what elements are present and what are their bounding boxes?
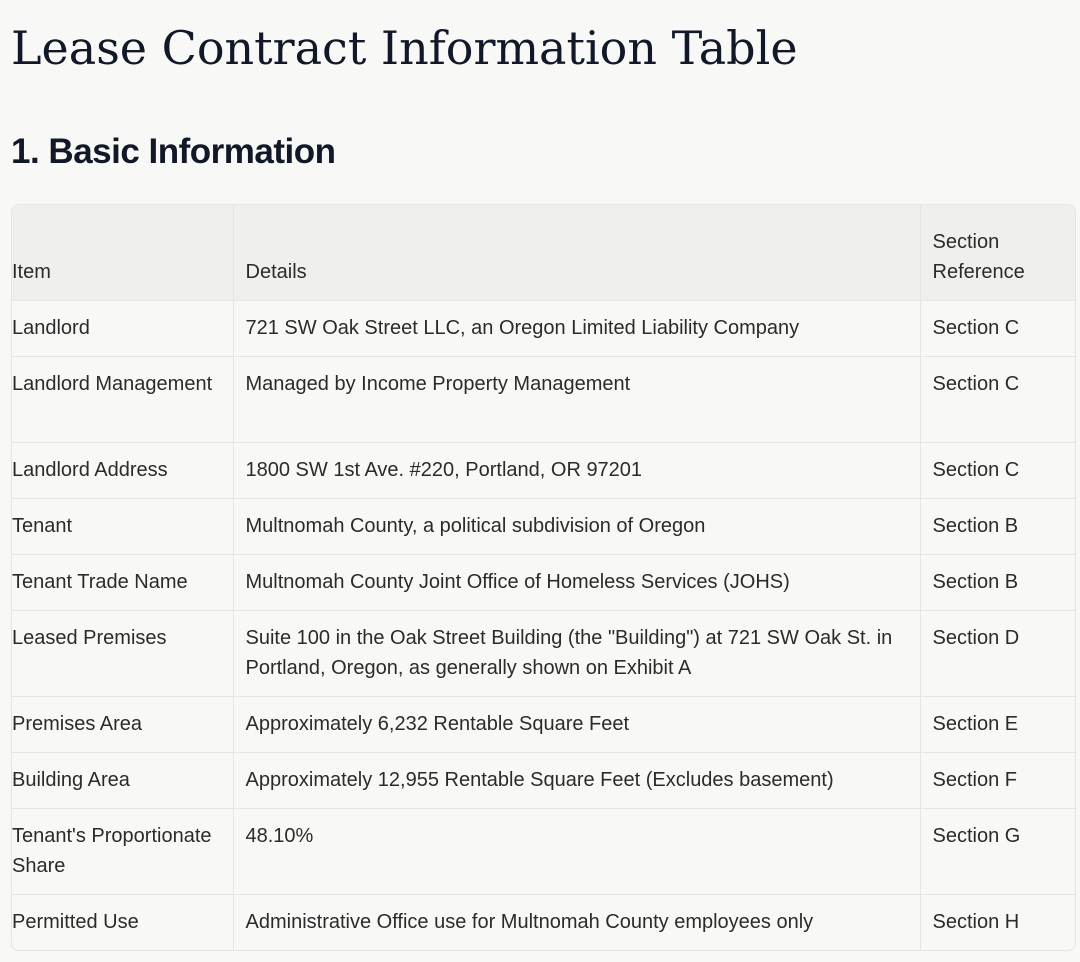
section-heading-basic-information: 1. Basic Information: [11, 132, 336, 171]
table-header: [12, 205, 1075, 300]
cell-section-reference: Section G: [920, 808, 1075, 894]
cell-section-reference: Section F: [920, 752, 1075, 808]
lease-info-table-container: [11, 204, 1076, 951]
table-row: [12, 752, 1075, 808]
cell-item: Landlord: [12, 300, 233, 356]
cell-item: Tenant: [12, 498, 233, 554]
column-header-item: Item: [12, 205, 233, 300]
cell-details: 721 SW Oak Street LLC, an Oregon Limited Liability Company: [233, 300, 920, 356]
column-header-section-reference-line2: Reference: [932, 260, 1025, 283]
cell-item: Landlord Address: [12, 442, 233, 498]
cell-item: Premises Area: [12, 696, 233, 752]
cell-details: Suite 100 in the Oak Street Building (the "Building") at 721 SW Oak St. in Portland, Oregon, as generally shown on Exhibit A: [233, 610, 920, 696]
cell-section-reference: Section C: [920, 300, 1075, 356]
table-row: [12, 300, 1075, 356]
table-row: [12, 498, 1075, 554]
cell-section-reference: Section D: [920, 610, 1075, 696]
cell-details: Multnomah County, a political subdivision of Oregon: [233, 498, 920, 554]
table-row: [12, 696, 1075, 752]
column-header-section-reference-line1: Section: [932, 230, 1000, 253]
cell-details: Multnomah County Joint Office of Homeless Services (JOHS): [233, 554, 920, 610]
cell-section-reference: Section C: [920, 442, 1075, 498]
page-title: Lease Contract Information Table: [11, 21, 798, 75]
cell-item: Leased Premises: [12, 610, 233, 696]
cell-details: 1800 SW 1st Ave. #220, Portland, OR 97201: [233, 442, 920, 498]
table-row: [12, 554, 1075, 610]
column-header-details: Details: [233, 205, 920, 300]
cell-item: Tenant Trade Name: [12, 554, 233, 610]
cell-item: Tenant's Proportionate Share: [12, 808, 233, 894]
cell-section-reference: Section B: [920, 554, 1075, 610]
table-row: [12, 808, 1075, 894]
cell-details: Managed by Income Property Management: [233, 356, 920, 442]
table-row: [12, 442, 1075, 498]
column-header-section-reference: [920, 205, 1075, 300]
cell-section-reference: Section C: [920, 356, 1075, 442]
cell-item: Building Area: [12, 752, 233, 808]
cell-details: Approximately 6,232 Rentable Square Feet: [233, 696, 920, 752]
cell-details: Approximately 12,955 Rentable Square Feet (Excludes basement): [233, 752, 920, 808]
table-header-row: [12, 205, 1075, 300]
cell-item: Landlord Management: [12, 356, 233, 442]
table-row: [12, 356, 1075, 442]
table-row: [12, 610, 1075, 696]
lease-info-table: [12, 205, 1075, 950]
table-row: [12, 894, 1075, 950]
cell-section-reference: Section H: [920, 894, 1075, 950]
cell-section-reference: Section E: [920, 696, 1075, 752]
cell-item: Permitted Use: [12, 894, 233, 950]
cell-details: Administrative Office use for Multnomah County employees only: [233, 894, 920, 950]
cell-section-reference: Section B: [920, 498, 1075, 554]
cell-details: 48.10%: [233, 808, 920, 894]
table-body: [12, 300, 1075, 950]
